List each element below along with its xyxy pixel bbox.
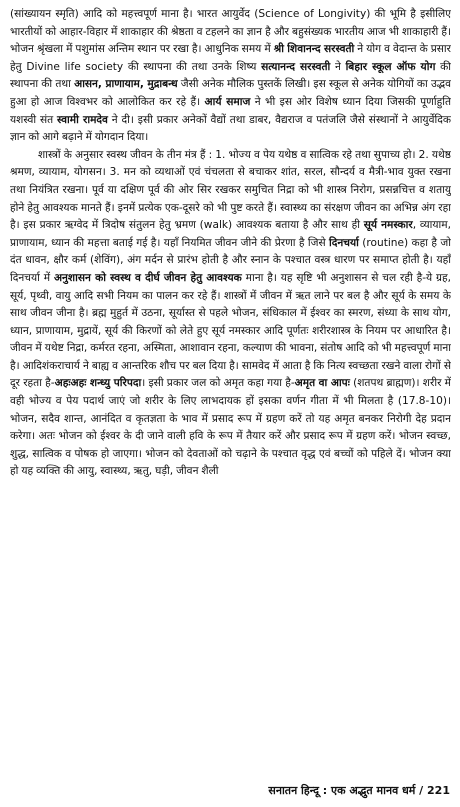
text-run: ने भी इस ओर विशेष ध्यान दिया जिसकी पूर्णाहुति यशस्वी संत bbox=[10, 95, 451, 126]
bold-phrase: सूर्य नमस्कार bbox=[363, 219, 413, 232]
bold-phrase: अमृत वा आपः bbox=[294, 377, 350, 390]
text-run: ने दी। इसी प्रकार अनेकों वैद्यों तथा डाबर, वैद्यराज व पतंजलि जैसे संस्थानों ने आयुर्वेदिक ज्ञान को आगे बढ़ाने में योगदान दिया। bbox=[10, 113, 451, 144]
text-run: , व्यायाम, प्राणायाम, ध्यान की महत्ता बताई गई है। यहाँ नियमित जीवन जीने की प्रेरणा है जिसे bbox=[10, 219, 451, 249]
text-run: जैसी अनेक मौलिक पुस्तकें लिखी। इस स्कूल से अनेक योगियों का उद्भव हुआ हो आज विश्वभर को आलोकित कर रहे हैं। bbox=[10, 78, 451, 108]
bold-phrase: आर्य समाज bbox=[204, 95, 251, 108]
bold-phrase: बिहार स्कूल ऑफ योग bbox=[345, 60, 436, 73]
paragraph-2 bbox=[10, 147, 451, 481]
text-run: ने bbox=[330, 60, 346, 73]
text-run: (सांख्यायन स्मृति) आदि को महत्त्वपूर्ण माना है। भारत आयुर्वेद (Science of Longivity) की भूमि है इसीलिए भारतीयों को आहार-विहार में शाकाहार की श्रेष्ठता व टहलने का ज्ञान है और बहुसंख्यक भारतीय आज भी शाकाहारी हैं। भोजन श्रृंखला में पशुमांस अन्तिम स्थान पर रखा है। आधुनिक समय में bbox=[10, 8, 451, 56]
bold-phrase: अनुशासन को स्वस्थ व दीर्घ जीवन हेतु आवश्यक bbox=[53, 271, 242, 284]
text-run: (routine) कहा है जो दंत धावन, क्षौर कर्म (शेविंग), अंग मर्दन से प्रारंभ होती है और स्नान के पश्चात वस्त्र धारण पर समाप्त होती है। यहाँ दिनचर्या में bbox=[10, 236, 451, 284]
text-run: । इसी प्रकार जल को अमृत कहा गया है- bbox=[141, 377, 295, 390]
paragraph-1 bbox=[10, 6, 451, 147]
text-run: शास्त्रों के अनुसार स्वस्थ जीवन के तीन मंत्र हैं : 1. भोज्य व पेय यथेष्ठ व सात्विक रहे तथा सुपाच्य हो। 2. यथेष्ठ श्रमण, व्यायाम, योगसन। 3. मन को व्यथाओं एवं चंचलता से बचाकर शांत, सरल, सौन्दर्य व मैत्री-भाव युक्त रखना तथा नियंत्रित रखना। पूर्व या दक्षिण पूर्व की ओर सिर रखकर समुचित निद्रा को भी शास्त्र निरोग, प्रसन्नचित्त व शतायु होने हेतु आवश्यक मानते हैं। इनमें प्रत्येक एक-दूसरे को भी पुष्ट करते हैं। स्वास्थ्य का संरक्षण जीवन का अभिन्न अंग रहा है। इस प्रकार ऋग्वेद में त्रिदोष संतुलन हेतु भ्रमण (walk) आवश्यक बताया है और साथ ही bbox=[10, 148, 451, 232]
bold-phrase: श्री शिवानन्द सरस्वती bbox=[273, 43, 355, 56]
text-run: की स्थापना की तथा bbox=[10, 60, 451, 91]
text-run: माना है। यह सृष्टि भी अनुशासन से चल रही है-ये ग्रह, सूर्य, पृथ्वी, वायु आदि सभी नियम का पालन कर रहे हैं। शास्त्रों में जीवन में ऋत लाने पर बल है और सूर्य के समय के साथ जीवन जीना है। ब्रह्म मुहुर्त में उठना, सूर्यास्त से पहले भोजन, संधिकाल में ईश्वर का स्मरण, संध्या के साथ योग, ध्यान, प्राणायाम, मुद्रायें, सूर्य की किरणों को लेते हुए सूर्य नमस्कार आदि पूर्णतः शरीरशास्त्र के नियम पर आधारित है। जीवन में यथेष्ट निद्रा, कर्मरत रहना, अस्मिता, आशावान रहना, कल्याण की भावना, संतोष आदि को भी महत्त्वपूर्ण माना है। आदिशंकराचार्य ने बाह्य व आन्तरिक शौच पर बल दिया है। सामवेद में आता है कि नित्य स्वच्छता रखने वाला रोगों से दूर रहता है- bbox=[10, 271, 451, 390]
bold-phrase: आसन, प्राणायाम, मुद्राबन्ध bbox=[74, 78, 178, 91]
bold-phrase: दिनचर्या bbox=[329, 236, 359, 249]
text-run: (शतपथ ब्राह्मण)। शरीर में वही भोज्य व पेय पदार्थ जाएं जो शरीर के लिए लाभदायक हों इसका वर्णन गीता में भी मिलता है (17.8-10)। भोजन, सदैव शान्त, आनंदित व कृतज्ञता के भाव में प्रसाद रूप में ग्रहण करें तो यह अमृत बनकर निरोगी देह प्रदान करेगा। अतः भोजन को ईश्वर के दी जाने वाली हवि के रूप में तैयार करें और प्रसाद रूप में ग्रहण करें। भोजन स्वच्छ, शुद्ध, सात्विक व पोषक हो जाएगा। भोजन को देवताओं को चढ़ाने के पश्चात वृद्ध एवं बच्चों को पहिले दें। भोजन क्या हो यह व्यक्ति की आयु, स्वास्थ्य, ऋतु, घड़ी, जीवन शैली bbox=[10, 377, 451, 478]
page-footer: सनातन हिन्दू : एक अद्भुत मानव धर्म / 221 bbox=[268, 784, 450, 797]
bold-phrase: अहःअहः शन्ध्यु परिपदा bbox=[54, 377, 142, 390]
body-text bbox=[10, 6, 451, 764]
bold-phrase: स्वामी रामदेव bbox=[57, 113, 108, 126]
text-run: ने योग व वेदान्त के प्रसार हेतु Divine life society की स्थापना की तथा उनके शिष्य bbox=[10, 43, 451, 73]
bold-phrase: सत्यानन्द सरस्वती bbox=[261, 60, 331, 73]
